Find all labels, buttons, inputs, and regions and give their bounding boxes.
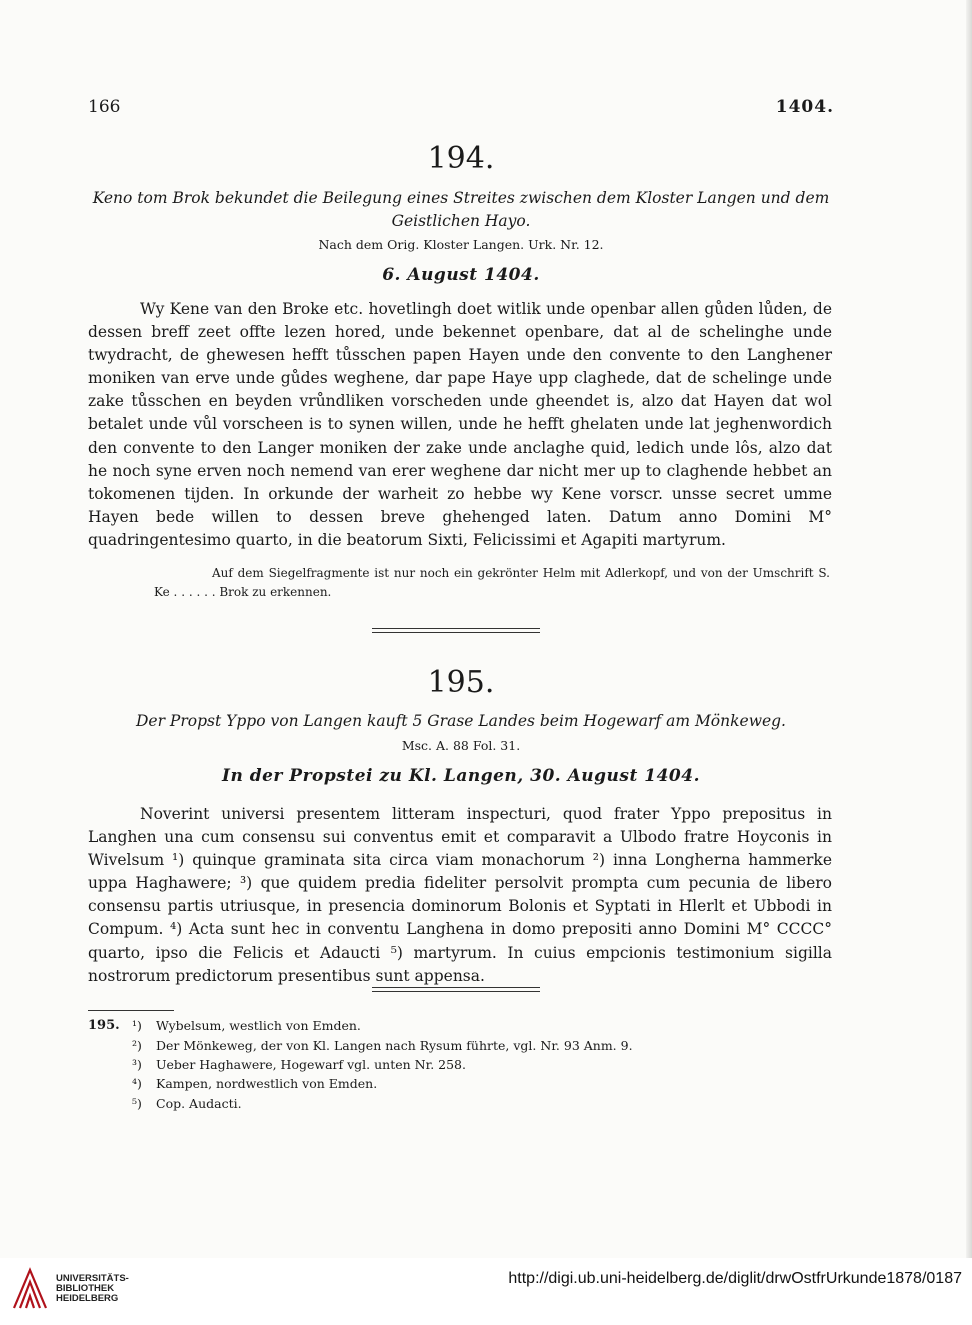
seal-note-text: Auf dem Siegelfragmente ist nur noch ein gekrönter Helm mit Adlerkopf, und von der Umschrift S. Ke . . . . . . Brok zu erkennen. (154, 566, 830, 599)
running-header (88, 97, 834, 121)
library-name-line: UNIVERSITÄTS- (56, 1273, 129, 1284)
footnote-text: Cop. Audacti. (156, 1096, 242, 1111)
footnote-marker: ⁴) (132, 1076, 142, 1091)
footnote-text: Ueber Haghawere, Hogewarf vgl. unten Nr. 258. (156, 1057, 466, 1072)
footnote-marker: ¹) (132, 1018, 142, 1033)
library-name-line: HEIDELBERG (56, 1293, 119, 1304)
footnote-marker: ³) (132, 1057, 142, 1072)
footnote-marker: ²) (132, 1038, 142, 1053)
footnote-document-label: 195. (88, 1018, 120, 1033)
page-edge (966, 0, 972, 1258)
dateline-195: In der Propstei zu Kl. Langen, 30. August 1404. (222, 766, 700, 786)
seal-note-194 (154, 564, 830, 602)
page-number: 166 (88, 97, 121, 117)
source-reference-194: Nach dem Orig. Kloster Langen. Urk. Nr. 12. (318, 237, 604, 252)
charter-paragraph: Wy Kene van den Broke etc. hovetlingh doet witlik unde openbar allen gůden lůden, de dessen breff zeet offte lezen hored, unde bekennet openbare, dat al de schelinghe unde twydracht, de ghewesen hefft tůsschen papen Hayen unde den convente to den Langhener moniken van erve unde gůdes weghene, dar pape Haye upp claghede, dat de schelinge unde zake tůsschen en beyden vrůndliken vorscheden unde gheendet is, alzo dat Hayen dat wol betalet unde vůl vorscheen is to synen willen, unde he hefft ghelaten unde lat jeghenwordich den convente to den Langer moniken der zake unde anclaghe quid, ledich unde lôs, alzo dat he noch syne erven noch nemend van erer weghene dar nicht mer up to claghende hebbet an tokomenen tijden. In orkunde der warheit zo hebbe wy Kene vorscr. unsse secret umme Hayen bede willen to dessen breve ghehenged laten. Datum anno Domini M° quadringentesimo quarto, in die beatorum Sixti, Felicissimi et Agapiti martyrum. (88, 300, 832, 549)
header-year: 1404. (775, 97, 834, 117)
charter-paragraph: Noverint universi presentem litteram inspecturi, quod frater Yppo prepositus in Langhen una cum consensu sui conventus emit et comparavit a Ulbodo fratre Hoyconis in Wivelsum ¹) quinque graminata sita circa viam monachorum ²) inna Longherna hammerke uppa Haghawere; ³) que quidem predia fideliter persolvit prompta cum pecunia de libero consensu partis utriusque, in presencia dominorum Bolonis et Syptati in Hlerlt et Ubbodi in Compum. ⁴) Acta sunt hec in conventu Langhena in domo prepositi anno Domini M° CCCC° quarto, ipso die Felicis et Adaucti ⁵) martyrum. In cuius empcionis testimonium sigilla nostrorum predictorum presentibus sunt appensa. (88, 805, 832, 985)
dateline-194: 6. August 1404. (382, 265, 540, 285)
footnote-marker: ⁵) (132, 1096, 142, 1111)
document-number-195: 195. (427, 665, 495, 700)
source-reference-195: Msc. A. 88 Fol. 31. (401, 738, 521, 753)
document-number-194: 194. (427, 141, 495, 176)
library-logo-icon (10, 1264, 50, 1312)
footnote-rule (88, 1010, 174, 1011)
permalink-url[interactable]: http://digi.ub.uni-heidelberg.de/diglit/drwOstfrUrkunde1878/0187 (508, 1270, 962, 1287)
title-line-2: Geistlichen Hayo. (391, 212, 531, 230)
section-divider (372, 628, 540, 633)
library-name-line: BIBLIOTHEK (56, 1283, 115, 1294)
footnote-text: Wybelsum, westlich von Emden. (156, 1018, 361, 1033)
charter-text-194 (88, 298, 832, 552)
section-divider (372, 987, 540, 992)
library-name (56, 1274, 129, 1304)
document-title-195: Der Propst Yppo von Langen kauft 5 Grase Landes beim Hogewarf am Mönkeweg. (136, 712, 786, 730)
title-line-1: Keno tom Brok bekundet die Beilegung eines Streites zwischen dem Kloster Langen und dem (92, 189, 830, 207)
viewer-footer (0, 1258, 972, 1325)
charter-text-195 (88, 803, 832, 988)
document-title-194 (88, 187, 834, 233)
footnote-text: Kampen, nordwestlich von Emden. (156, 1076, 378, 1091)
footnote-text: Der Mönkeweg, der von Kl. Langen nach Rysum führte, vgl. Nr. 93 Anm. 9. (156, 1038, 633, 1053)
